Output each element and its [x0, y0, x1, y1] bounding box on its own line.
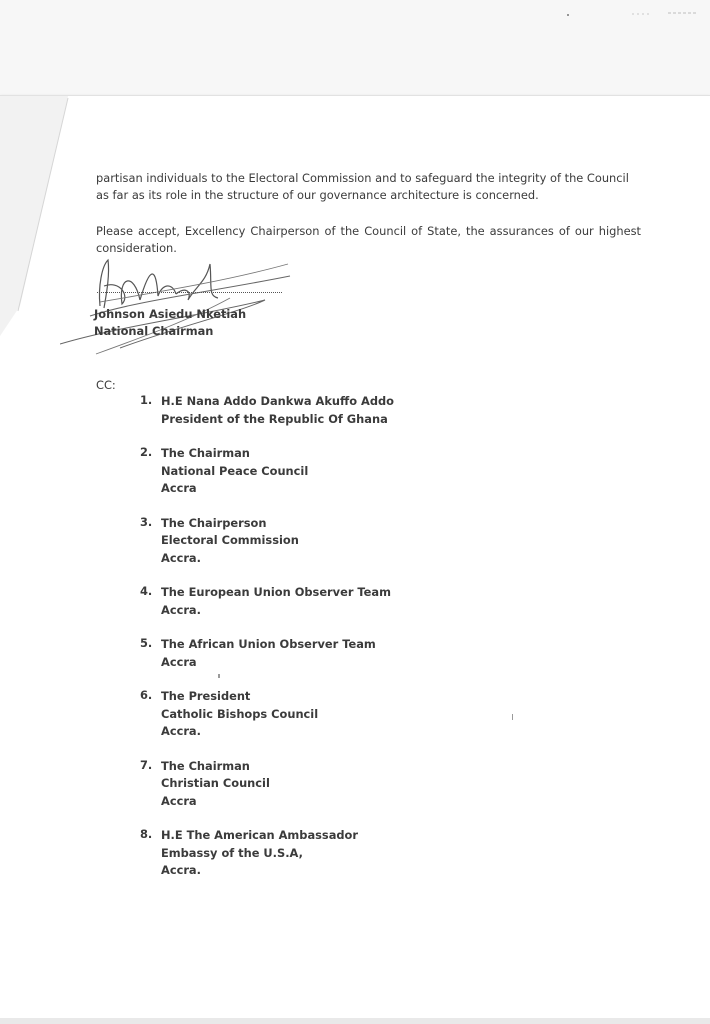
cc-number: 4. — [140, 584, 153, 598]
signature-line — [97, 292, 282, 293]
cc-recipient — [140, 827, 540, 880]
cc-line: Electoral Commission — [161, 533, 299, 547]
cc-number: 7. — [140, 757, 153, 772]
cc-line: Embassy of the U.S.A, — [161, 845, 303, 860]
closing-paragraph: partisan individuals to the Electoral Commission and to safeguard the integrity of the Council as far as its role in the structure of our governance architecture is concerned. — [96, 171, 629, 202]
handwritten-signature — [60, 256, 300, 356]
cc-line: President of the Republic Of Ghana — [161, 411, 388, 426]
cc-number: 8. — [140, 827, 153, 841]
cc-line: Accra — [161, 793, 197, 808]
cc-line: Catholic Bishops Council — [161, 706, 319, 721]
cc-number: 1. — [140, 393, 153, 407]
cc-line: Accra — [161, 481, 197, 495]
scan-noise-marks — [560, 10, 700, 18]
cc-line: The European Union Observer Team — [161, 585, 391, 599]
cc-recipient — [140, 393, 540, 428]
cc-recipient-list — [140, 393, 540, 897]
cc-recipient — [140, 636, 540, 671]
cc-line: The African Union Observer Team — [161, 637, 376, 651]
cc-line: National Peace Council — [161, 463, 309, 478]
cc-line: Accra. — [161, 724, 201, 738]
signatory-title: National Chairman — [94, 324, 214, 338]
cc-line: Accra — [161, 654, 197, 669]
cc-line: The Chairman — [161, 758, 250, 773]
cc-recipient — [140, 584, 540, 619]
cc-line: Accra. — [161, 863, 201, 877]
scan-bottom-margin — [0, 1018, 710, 1024]
cc-line: The Chairperson — [161, 515, 267, 530]
cc-line: Christian Council — [161, 776, 270, 790]
cc-number: 6. — [140, 688, 153, 702]
cc-recipient — [140, 688, 540, 741]
cc-line: The Chairman — [161, 446, 250, 460]
cc-line: H.E The American Ambassador — [161, 828, 358, 842]
scan-speck — [512, 714, 513, 720]
cc-number: 3. — [140, 514, 153, 529]
scan-speck — [218, 674, 220, 678]
cc-recipient — [140, 758, 540, 811]
cc-line: Accra. — [161, 602, 201, 617]
scan-top-margin — [0, 0, 710, 95]
cc-line: Accra. — [161, 550, 201, 565]
cc-line: H.E Nana Addo Dankwa Akuffo Addo — [161, 394, 394, 408]
cc-recipient — [140, 515, 540, 568]
signature-block — [60, 256, 300, 356]
cc-number: 5. — [140, 636, 153, 650]
letter-page — [0, 95, 710, 1019]
cc-line: The President — [161, 689, 251, 703]
cc-label: CC: — [96, 378, 116, 392]
cc-recipient — [140, 445, 540, 498]
signatory-name: Johnson Asiedu Nketiah — [94, 307, 247, 321]
cc-number: 2. — [140, 445, 153, 459]
courtesy-paragraph: Please accept, Excellency Chairperson of the Council of State, the assurances of our highest consideration. — [96, 224, 641, 255]
